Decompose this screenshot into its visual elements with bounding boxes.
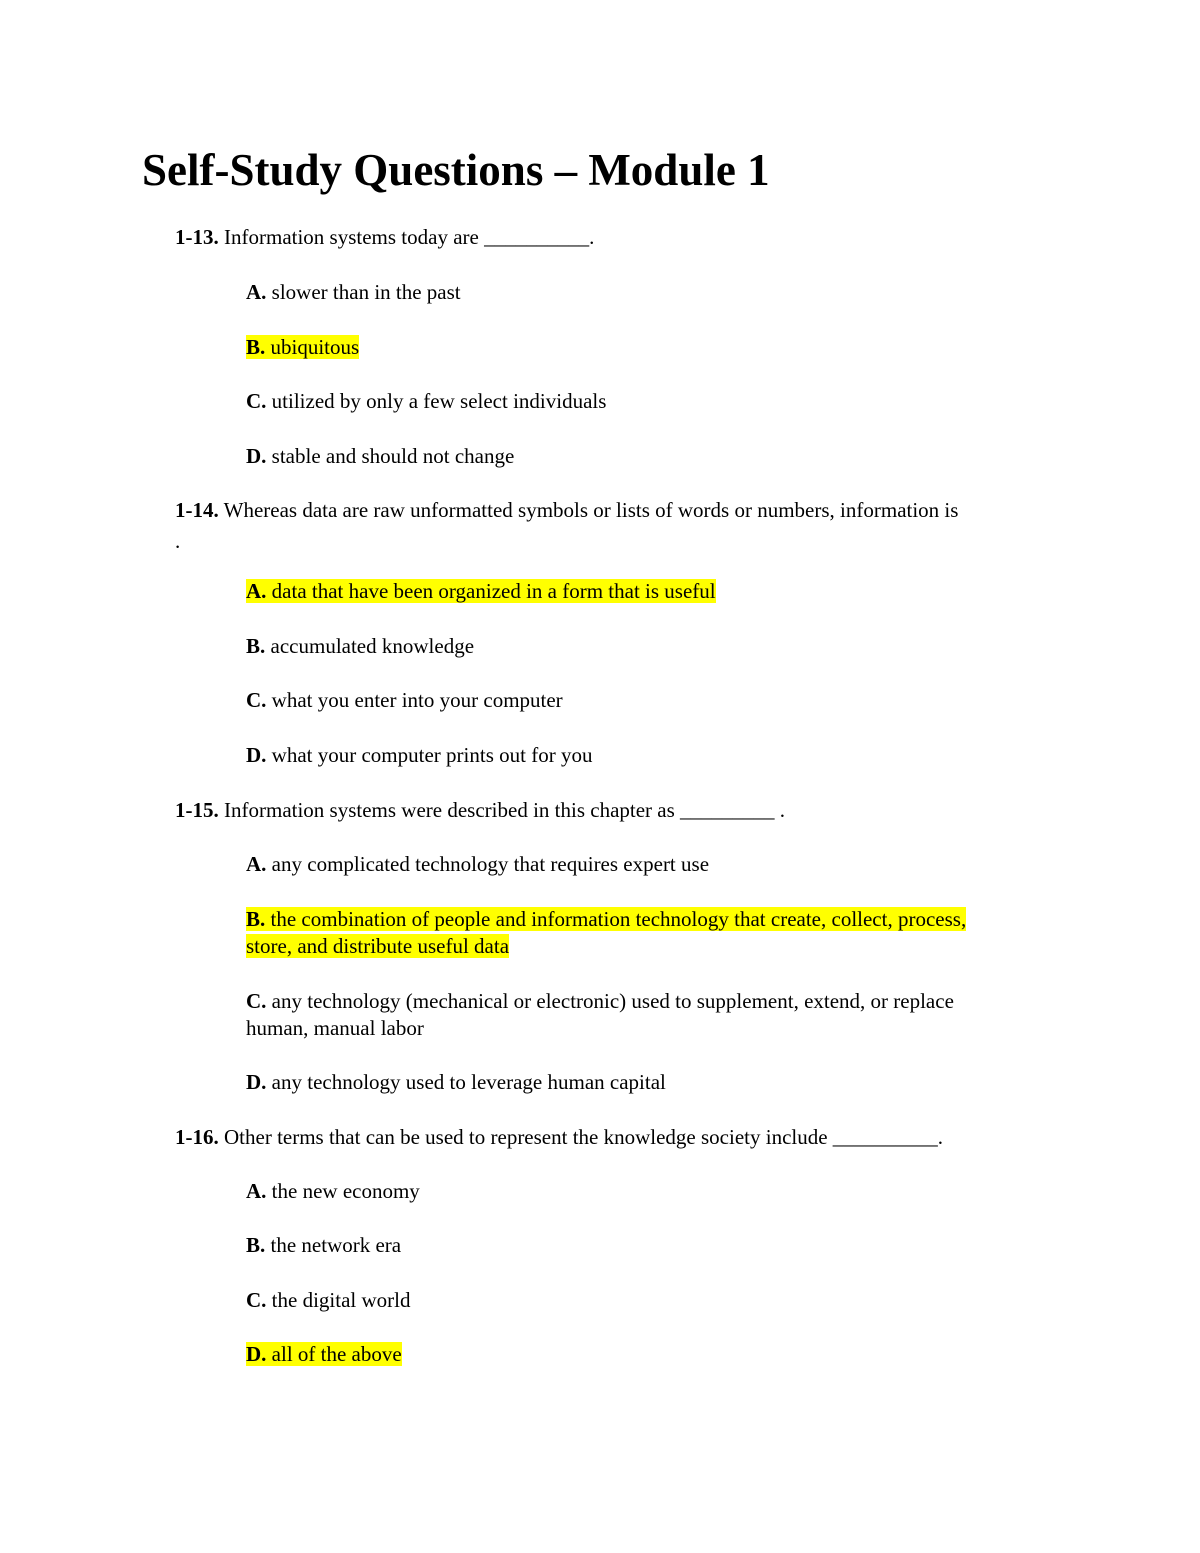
option-text: the combination of people and information technology that create, collect, process, (270, 907, 967, 931)
question-number: 1-13. (175, 225, 219, 249)
option-1-13-b-correct (246, 334, 359, 361)
answer-highlight (246, 907, 966, 931)
question-text: Information systems were described in this chapter as _________ . (224, 798, 786, 822)
option-letter: B. (246, 634, 266, 658)
option-1-16-d-correct (246, 1341, 402, 1368)
option-text: data that have been organized in a form that is useful (271, 579, 716, 603)
option-text: all of the above (271, 1342, 402, 1366)
option-1-15-c-line1 (246, 988, 954, 1015)
option-letter: D. (246, 1342, 267, 1366)
option-1-16-b (246, 1232, 401, 1259)
question-1-14 (175, 497, 958, 524)
option-text: store, and distribute useful data (246, 934, 510, 958)
question-number: 1-14. (175, 498, 219, 522)
option-text: the network era (270, 1233, 402, 1257)
option-text: utilized by only a few select individuals (271, 389, 607, 413)
answer-highlight (246, 335, 359, 359)
option-letter: D. (246, 743, 267, 767)
option-text: stable and should not change (271, 444, 515, 468)
option-text: the digital world (271, 1288, 411, 1312)
question-text: Other terms that can be used to represent the knowledge society include __________. (224, 1125, 944, 1149)
option-1-15-a (246, 851, 709, 878)
option-letter: A. (246, 280, 267, 304)
question-number: 1-16. (175, 1125, 219, 1149)
option-1-13-c (246, 388, 606, 415)
option-1-14-b (246, 633, 474, 660)
option-letter: D. (246, 1070, 267, 1094)
option-1-15-b-correct-line1 (246, 906, 966, 933)
option-letter: C. (246, 1288, 267, 1312)
option-1-16-c (246, 1287, 410, 1314)
option-text: accumulated knowledge (270, 634, 475, 658)
answer-highlight (246, 934, 509, 958)
option-letter: B. (246, 1233, 266, 1257)
option-1-14-c (246, 687, 563, 714)
option-letter: A. (246, 852, 267, 876)
option-1-14-a-correct (246, 578, 716, 605)
option-1-16-a (246, 1178, 420, 1205)
answer-highlight (246, 1342, 402, 1366)
option-1-13-d (246, 443, 514, 470)
option-1-13-a (246, 279, 461, 306)
page-title: Self-Study Questions – Module 1 (142, 145, 770, 195)
option-text: human, manual labor (246, 1016, 424, 1040)
option-letter: A. (246, 1179, 267, 1203)
question-1-16 (175, 1124, 943, 1151)
option-text: what you enter into your computer (271, 688, 563, 712)
option-text: slower than in the past (271, 280, 461, 304)
option-1-15-d (246, 1069, 666, 1096)
option-text: ubiquitous (270, 335, 360, 359)
question-1-15 (175, 797, 785, 824)
option-1-15-c-line2 (246, 1015, 424, 1042)
option-letter: C. (246, 989, 267, 1013)
option-text: any technology used to leverage human capital (271, 1070, 666, 1094)
option-letter: C. (246, 688, 267, 712)
question-number: 1-15. (175, 798, 219, 822)
question-text: Whereas data are raw unformatted symbols or lists of words or numbers, information is (223, 498, 959, 522)
option-text: what your computer prints out for you (271, 743, 593, 767)
answer-highlight (246, 579, 716, 603)
option-1-15-b-correct-line2 (246, 933, 509, 960)
option-letter: A. (246, 579, 267, 603)
option-letter: C. (246, 389, 267, 413)
option-text: the new economy (271, 1179, 420, 1203)
option-1-14-d (246, 742, 592, 769)
option-letter: D. (246, 444, 267, 468)
option-letter: B. (246, 335, 266, 359)
option-text: any technology (mechanical or electronic) used to supplement, extend, or replace (271, 989, 954, 1013)
option-letter: B. (246, 907, 266, 931)
question-1-13 (175, 224, 594, 251)
question-continuation: . (175, 529, 181, 553)
question-text: Information systems today are __________. (224, 225, 595, 249)
option-text: any complicated technology that requires expert use (271, 852, 710, 876)
